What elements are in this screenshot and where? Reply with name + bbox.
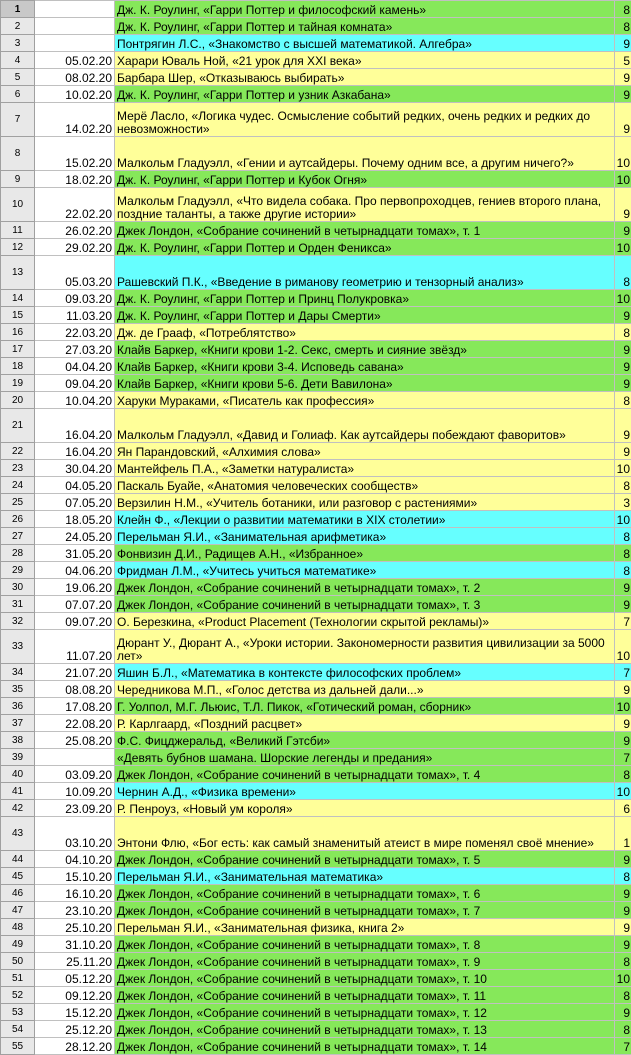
title-cell[interactable]: Малкольм Гладуэлл, «Гении и аутсайдеры. Почему одним все, а другим ничего?»	[115, 137, 615, 171]
table-row	[1, 171, 631, 188]
date-cell[interactable]: 09.12.20	[35, 987, 115, 1004]
row-header[interactable]: 26	[1, 511, 35, 528]
title-cell[interactable]: Клайв Баркер, «Книги крови 3-4. Исповедь савана»	[115, 358, 615, 375]
date-cell[interactable]: 11.07.20	[35, 630, 115, 664]
title-cell[interactable]: Дюрант У., Дюрант А., «Уроки истории. Закономерности развития цивилизации за 5000 лет»	[115, 630, 615, 664]
date-cell[interactable]: 04.06.20	[35, 562, 115, 579]
title-cell[interactable]: Чередникова М.П., «Голос детства из дальней дали...»	[115, 681, 615, 698]
row-header[interactable]: 16	[1, 324, 35, 341]
date-cell[interactable]: 25.12.20	[35, 1021, 115, 1038]
rating-cell[interactable]: 9	[615, 902, 631, 919]
title-cell[interactable]: Р. Пенроуз, «Новый ум короля»	[115, 800, 615, 817]
rating-cell[interactable]: 10	[615, 970, 631, 987]
table-row	[1, 392, 631, 409]
table-row	[1, 936, 631, 953]
title-cell[interactable]: Барбара Шер, «Отказываюсь выбирать»	[115, 69, 615, 86]
title-cell[interactable]: Клайв Баркер, «Книги крови 1-2. Секс, смерть и сияние звёзд»	[115, 341, 615, 358]
table-row	[1, 919, 631, 936]
title-cell[interactable]: Г. Уолпол, М.Г. Льюис, Т.Л. Пикок, «Готический роман, сборник»	[115, 698, 615, 715]
date-cell[interactable]: 22.02.20	[35, 188, 115, 222]
rating-cell[interactable]: 8	[615, 18, 631, 35]
title-cell[interactable]: Джек Лондон, «Собрание сочинений в четырнадцати томах», т. 7	[115, 902, 615, 919]
title-cell[interactable]: Джек Лондон, «Собрание сочинений в четырнадцати томах», т. 5	[115, 851, 615, 868]
row-header[interactable]: 53	[1, 1004, 35, 1021]
table-row	[1, 749, 631, 766]
table-row	[1, 239, 631, 256]
date-cell[interactable]: 14.02.20	[35, 103, 115, 137]
table-row	[1, 460, 631, 477]
title-cell[interactable]: Фонвизин Д.И., Радищев А.Н., «Избранное»	[115, 545, 615, 562]
date-cell[interactable]: 15.02.20	[35, 137, 115, 171]
table-row	[1, 987, 631, 1004]
date-cell[interactable]: 19.06.20	[35, 579, 115, 596]
title-cell[interactable]: Джек Лондон, «Собрание сочинений в четырнадцати томах», т. 4	[115, 766, 615, 783]
title-cell[interactable]: Харуки Мураками, «Писатель как профессия»	[115, 392, 615, 409]
row-header[interactable]: 32	[1, 613, 35, 630]
rating-cell[interactable]: 8	[615, 256, 631, 290]
title-cell[interactable]: Рашевский П.К., «Введение в риманову геометрию и тензорный анализ»	[115, 256, 615, 290]
row-header[interactable]: 12	[1, 239, 35, 256]
table-row	[1, 1038, 631, 1055]
rating-cell[interactable]: 9	[615, 936, 631, 953]
date-cell[interactable]: 15.10.20	[35, 868, 115, 885]
title-cell[interactable]: Джек Лондон, «Собрание сочинений в четырнадцати томах», т. 14	[115, 1038, 615, 1055]
title-cell[interactable]: Джек Лондон, «Собрание сочинений в четырнадцати томах», т. 8	[115, 936, 615, 953]
rating-cell[interactable]: 9	[615, 222, 631, 239]
date-cell[interactable]: 28.12.20	[35, 1038, 115, 1055]
table-row	[1, 800, 631, 817]
title-cell[interactable]: Джек Лондон, «Собрание сочинений в четырнадцати томах», т. 2	[115, 579, 615, 596]
rating-cell[interactable]: 10	[615, 698, 631, 715]
date-cell[interactable]: 10.04.20	[35, 392, 115, 409]
table-row	[1, 188, 631, 222]
table-row	[1, 358, 631, 375]
title-cell[interactable]: Дж. К. Роулинг, «Гарри Поттер и Дары Смерти»	[115, 307, 615, 324]
title-cell[interactable]: Дж. К. Роулинг, «Гарри Поттер и Принц Полукровка»	[115, 290, 615, 307]
rating-cell[interactable]: 8	[615, 545, 631, 562]
rating-cell[interactable]: 7	[615, 613, 631, 630]
row-header[interactable]: 52	[1, 987, 35, 1004]
title-cell[interactable]: Чернин А.Д., «Физика времени»	[115, 783, 615, 800]
table-row	[1, 1021, 631, 1038]
rating-cell[interactable]: 7	[615, 1038, 631, 1055]
row-header[interactable]: 18	[1, 358, 35, 375]
date-cell[interactable]: 09.03.20	[35, 290, 115, 307]
rating-cell[interactable]: 9	[615, 103, 631, 137]
title-cell[interactable]: Харари Юваль Ной, «21 урок для XXI века»	[115, 52, 615, 69]
table-row	[1, 545, 631, 562]
title-cell[interactable]: Клайв Баркер, «Книги крови 5-6. Дети Вавилона»	[115, 375, 615, 392]
rating-cell[interactable]: 8	[615, 528, 631, 545]
table-row	[1, 579, 631, 596]
table-row	[1, 664, 631, 681]
table-row	[1, 630, 631, 664]
table-row	[1, 562, 631, 579]
title-cell[interactable]: Энтони Флю, «Бог есть: как самый знаменитый атеист в мире поменял своё мнение»	[115, 817, 615, 851]
title-cell[interactable]: Малкольм Гладуэлл, «Что видела собака. Про первопроходцев, гениев второго плана, поздние таланты, а также другие истории»	[115, 188, 615, 222]
row-header[interactable]: 8	[1, 137, 35, 171]
title-cell[interactable]: Джек Лондон, «Собрание сочинений в четырнадцати томах», т. 6	[115, 885, 615, 902]
table-row	[1, 18, 631, 35]
table-row	[1, 341, 631, 358]
rating-cell[interactable]: 6	[615, 800, 631, 817]
date-cell[interactable]: 23.09.20	[35, 800, 115, 817]
date-cell[interactable]: 16.04.20	[35, 409, 115, 443]
row-header[interactable]: 35	[1, 681, 35, 698]
title-cell[interactable]: Дж. К. Роулинг, «Гарри Поттер и тайная комната»	[115, 18, 615, 35]
row-header[interactable]: 55	[1, 1038, 35, 1055]
title-cell[interactable]: Перельман Я.И., «Занимательная математика»	[115, 868, 615, 885]
date-cell[interactable]: 11.03.20	[35, 307, 115, 324]
date-cell[interactable]: 15.12.20	[35, 1004, 115, 1021]
date-cell[interactable]: 07.05.20	[35, 494, 115, 511]
rating-cell[interactable]: 9	[615, 919, 631, 936]
row-header[interactable]: 40	[1, 766, 35, 783]
rating-cell[interactable]: 8	[615, 477, 631, 494]
row-header[interactable]: 36	[1, 698, 35, 715]
row-header[interactable]: 2	[1, 18, 35, 35]
row-header[interactable]: 3	[1, 35, 35, 52]
rating-cell[interactable]: 9	[615, 851, 631, 868]
row-header[interactable]: 28	[1, 545, 35, 562]
date-cell[interactable]: 17.08.20	[35, 698, 115, 715]
row-header[interactable]: 5	[1, 69, 35, 86]
title-cell[interactable]: Паскаль Буайе, «Анатомия человеческих сообществ»	[115, 477, 615, 494]
table-row	[1, 698, 631, 715]
title-cell[interactable]: Перельман Я.И., «Занимательная физика, книга 2»	[115, 919, 615, 936]
rating-cell[interactable]: 8	[615, 1, 631, 18]
title-cell[interactable]: «Девять бубнов шамана. Шорские легенды и предания»	[115, 749, 615, 766]
table-row	[1, 613, 631, 630]
row-header[interactable]: 43	[1, 817, 35, 851]
title-cell[interactable]: Мерё Ласло, «Логика чудес. Осмысление событий редких, очень редких и редких до невозможности»	[115, 103, 615, 137]
row-header[interactable]: 34	[1, 664, 35, 681]
table-row	[1, 596, 631, 613]
date-cell[interactable]: 26.02.20	[35, 222, 115, 239]
row-header[interactable]: 17	[1, 341, 35, 358]
table-row	[1, 409, 631, 443]
title-cell[interactable]: Клейн Ф., «Лекции о развитии математики в XIX столетии»	[115, 511, 615, 528]
rating-cell[interactable]: 9	[615, 732, 631, 749]
row-header[interactable]: 49	[1, 936, 35, 953]
rating-cell[interactable]: 1	[615, 817, 631, 851]
rating-cell[interactable]: 9	[615, 307, 631, 324]
rating-cell[interactable]: 7	[615, 664, 631, 681]
table-row	[1, 868, 631, 885]
row-header[interactable]: 24	[1, 477, 35, 494]
date-cell[interactable]: 05.12.20	[35, 970, 115, 987]
table-row	[1, 290, 631, 307]
rating-cell[interactable]: 10	[615, 460, 631, 477]
date-cell[interactable]: 09.04.20	[35, 375, 115, 392]
row-header[interactable]: 45	[1, 868, 35, 885]
date-cell[interactable]: 10.02.20	[35, 86, 115, 103]
table-row	[1, 1, 631, 18]
table-row	[1, 477, 631, 494]
row-header[interactable]: 22	[1, 443, 35, 460]
rating-cell[interactable]: 9	[615, 596, 631, 613]
row-header[interactable]: 10	[1, 188, 35, 222]
date-cell[interactable]: 03.10.20	[35, 817, 115, 851]
table-row	[1, 494, 631, 511]
row-header[interactable]: 1	[1, 1, 35, 18]
rating-cell[interactable]: 8	[615, 392, 631, 409]
rating-cell[interactable]: 10	[615, 783, 631, 800]
date-cell[interactable]: 25.08.20	[35, 732, 115, 749]
date-cell[interactable]: 08.08.20	[35, 681, 115, 698]
rating-cell[interactable]: 10	[615, 239, 631, 256]
table-row	[1, 324, 631, 341]
rating-cell[interactable]: 9	[615, 35, 631, 52]
table-row	[1, 86, 631, 103]
rating-cell[interactable]: 10	[615, 137, 631, 171]
row-header[interactable]: 9	[1, 171, 35, 188]
row-header[interactable]: 25	[1, 494, 35, 511]
table-row	[1, 443, 631, 460]
table-row	[1, 970, 631, 987]
table-row	[1, 817, 631, 851]
date-cell[interactable]: 29.02.20	[35, 239, 115, 256]
rating-cell[interactable]: 9	[615, 681, 631, 698]
table-row	[1, 256, 631, 290]
rating-cell[interactable]: 8	[615, 324, 631, 341]
row-header[interactable]: 4	[1, 52, 35, 69]
table-row	[1, 103, 631, 137]
title-cell[interactable]: Ф.С. Фицджеральд, «Великий Гэтсби»	[115, 732, 615, 749]
title-cell[interactable]: Джек Лондон, «Собрание сочинений в четырнадцати томах», т. 13	[115, 1021, 615, 1038]
row-header[interactable]: 47	[1, 902, 35, 919]
table-row	[1, 885, 631, 902]
title-cell[interactable]: Р. Карлгаард, «Поздний расцвет»	[115, 715, 615, 732]
rating-cell[interactable]: 9	[615, 579, 631, 596]
rating-cell[interactable]: 9	[615, 69, 631, 86]
title-cell[interactable]: Мантейфель П.А., «Заметки натуралиста»	[115, 460, 615, 477]
table-row	[1, 1004, 631, 1021]
date-cell[interactable]: 31.05.20	[35, 545, 115, 562]
title-cell[interactable]: Джек Лондон, «Собрание сочинений в четырнадцати томах», т. 12	[115, 1004, 615, 1021]
table-row	[1, 528, 631, 545]
table-row	[1, 511, 631, 528]
title-cell[interactable]: О. Березкина, «Product Placement (Технологии скрытой рекламы)»	[115, 613, 615, 630]
title-cell[interactable]: Дж. де Грааф, «Потреблятство»	[115, 324, 615, 341]
row-header[interactable]: 27	[1, 528, 35, 545]
row-header[interactable]: 21	[1, 409, 35, 443]
date-cell[interactable]: 27.03.20	[35, 341, 115, 358]
table-row	[1, 953, 631, 970]
row-header[interactable]: 11	[1, 222, 35, 239]
row-header[interactable]: 29	[1, 562, 35, 579]
title-cell[interactable]: Малкольм Гладуэлл, «Давид и Голиаф. Как аутсайдеры побеждают фаворитов»	[115, 409, 615, 443]
row-header[interactable]: 7	[1, 103, 35, 137]
date-cell[interactable]: 23.10.20	[35, 902, 115, 919]
table-row	[1, 375, 631, 392]
rating-cell[interactable]: 9	[615, 358, 631, 375]
table-row	[1, 137, 631, 171]
rating-cell[interactable]: 10	[615, 171, 631, 188]
rating-cell[interactable]: 8	[615, 562, 631, 579]
date-cell[interactable]: 22.08.20	[35, 715, 115, 732]
title-cell[interactable]: Джек Лондон, «Собрание сочинений в четырнадцати томах», т. 10	[115, 970, 615, 987]
rating-cell[interactable]: 3	[615, 494, 631, 511]
row-header[interactable]: 13	[1, 256, 35, 290]
row-header[interactable]: 54	[1, 1021, 35, 1038]
date-cell[interactable]: 04.10.20	[35, 851, 115, 868]
date-cell[interactable]: 18.02.20	[35, 171, 115, 188]
title-cell[interactable]: Фридман Л.М., «Учитесь учиться математике»	[115, 562, 615, 579]
date-cell[interactable]: 22.03.20	[35, 324, 115, 341]
row-header[interactable]: 15	[1, 307, 35, 324]
title-cell[interactable]: Перельман Я.И., «Занимательная арифметика»	[115, 528, 615, 545]
rating-cell[interactable]: 8	[615, 1021, 631, 1038]
date-cell[interactable]: 05.02.20	[35, 52, 115, 69]
row-header[interactable]: 51	[1, 970, 35, 987]
table-row	[1, 69, 631, 86]
date-cell[interactable]: 25.10.20	[35, 919, 115, 936]
rating-cell[interactable]: 9	[615, 443, 631, 460]
table-row	[1, 902, 631, 919]
title-cell[interactable]: Джек Лондон, «Собрание сочинений в четырнадцати томах», т. 3	[115, 596, 615, 613]
date-cell[interactable]: 21.07.20	[35, 664, 115, 681]
rating-cell[interactable]: 7	[615, 749, 631, 766]
date-cell[interactable]: 24.05.20	[35, 528, 115, 545]
table-body	[1, 1, 631, 1055]
table-row	[1, 715, 631, 732]
rating-cell[interactable]: 10	[615, 290, 631, 307]
title-cell[interactable]: Ян Парандовский, «Алхимия слова»	[115, 443, 615, 460]
rating-cell[interactable]: 9	[615, 885, 631, 902]
title-cell[interactable]: Верзилин Н.М., «Учитель ботаники, или разговор с растениями»	[115, 494, 615, 511]
date-cell[interactable]: 10.09.20	[35, 783, 115, 800]
date-cell[interactable]: 03.09.20	[35, 766, 115, 783]
date-cell[interactable]: 16.04.20	[35, 443, 115, 460]
table-row	[1, 307, 631, 324]
date-cell[interactable]	[35, 18, 115, 35]
row-header[interactable]: 42	[1, 800, 35, 817]
rating-cell[interactable]: 8	[615, 766, 631, 783]
title-cell[interactable]: Дж. К. Роулинг, «Гарри Поттер и философский камень»	[115, 1, 615, 18]
rating-cell[interactable]: 9	[615, 715, 631, 732]
date-cell[interactable]	[35, 1, 115, 18]
row-header[interactable]: 44	[1, 851, 35, 868]
rating-cell[interactable]: 9	[615, 375, 631, 392]
table-row	[1, 222, 631, 239]
title-cell[interactable]: Понтрягин Л.С., «Знакомство с высшей математикой. Алгебра»	[115, 35, 615, 52]
table-row	[1, 681, 631, 698]
row-header[interactable]: 19	[1, 375, 35, 392]
table-row	[1, 35, 631, 52]
date-cell[interactable]: 18.05.20	[35, 511, 115, 528]
title-cell[interactable]: Дж. К. Роулинг, «Гарри Поттер и Орден Феникса»	[115, 239, 615, 256]
row-header[interactable]: 38	[1, 732, 35, 749]
date-cell[interactable]: 08.02.20	[35, 69, 115, 86]
row-header[interactable]: 14	[1, 290, 35, 307]
row-header[interactable]: 48	[1, 919, 35, 936]
date-cell[interactable]	[35, 749, 115, 766]
title-cell[interactable]: Яшин Б.Л., «Математика в контексте философских проблем»	[115, 664, 615, 681]
rating-cell[interactable]: 5	[615, 52, 631, 69]
rating-cell[interactable]: 9	[615, 188, 631, 222]
row-header[interactable]: 30	[1, 579, 35, 596]
row-header[interactable]: 37	[1, 715, 35, 732]
title-cell[interactable]: Дж. К. Роулинг, «Гарри Поттер и Кубок Огня»	[115, 171, 615, 188]
date-cell[interactable]: 09.07.20	[35, 613, 115, 630]
row-header[interactable]: 31	[1, 596, 35, 613]
row-header[interactable]: 23	[1, 460, 35, 477]
row-header[interactable]: 50	[1, 953, 35, 970]
table-row	[1, 783, 631, 800]
title-cell[interactable]: Джек Лондон, «Собрание сочинений в четырнадцати томах», т. 9	[115, 953, 615, 970]
row-header[interactable]: 39	[1, 749, 35, 766]
date-cell[interactable]: 31.10.20	[35, 936, 115, 953]
rating-cell[interactable]: 10	[615, 630, 631, 664]
table-row	[1, 851, 631, 868]
row-header[interactable]: 46	[1, 885, 35, 902]
rating-cell[interactable]: 10	[615, 511, 631, 528]
title-cell[interactable]: Джек Лондон, «Собрание сочинений в четырнадцати томах», т. 11	[115, 987, 615, 1004]
rating-cell[interactable]: 8	[615, 868, 631, 885]
rating-cell[interactable]: 9	[615, 1004, 631, 1021]
date-cell[interactable]	[35, 35, 115, 52]
row-header[interactable]: 6	[1, 86, 35, 103]
row-header[interactable]: 20	[1, 392, 35, 409]
table-row	[1, 766, 631, 783]
date-cell[interactable]: 07.07.20	[35, 596, 115, 613]
rating-cell[interactable]: 9	[615, 86, 631, 103]
date-cell[interactable]: 30.04.20	[35, 460, 115, 477]
date-cell[interactable]: 25.11.20	[35, 953, 115, 970]
date-cell[interactable]: 16.10.20	[35, 885, 115, 902]
table-row	[1, 732, 631, 749]
rating-cell[interactable]: 8	[615, 987, 631, 1004]
title-cell[interactable]: Джек Лондон, «Собрание сочинений в четырнадцати томах», т. 1	[115, 222, 615, 239]
rating-cell[interactable]: 9	[615, 341, 631, 358]
row-header[interactable]: 41	[1, 783, 35, 800]
rating-cell[interactable]: 8	[615, 953, 631, 970]
title-cell[interactable]: Дж. К. Роулинг, «Гарри Поттер и узник Азкабана»	[115, 86, 615, 103]
date-cell[interactable]: 04.05.20	[35, 477, 115, 494]
table-row	[1, 52, 631, 69]
rating-cell[interactable]: 9	[615, 409, 631, 443]
row-header[interactable]: 33	[1, 630, 35, 664]
date-cell[interactable]: 04.04.20	[35, 358, 115, 375]
date-cell[interactable]: 05.03.20	[35, 256, 115, 290]
